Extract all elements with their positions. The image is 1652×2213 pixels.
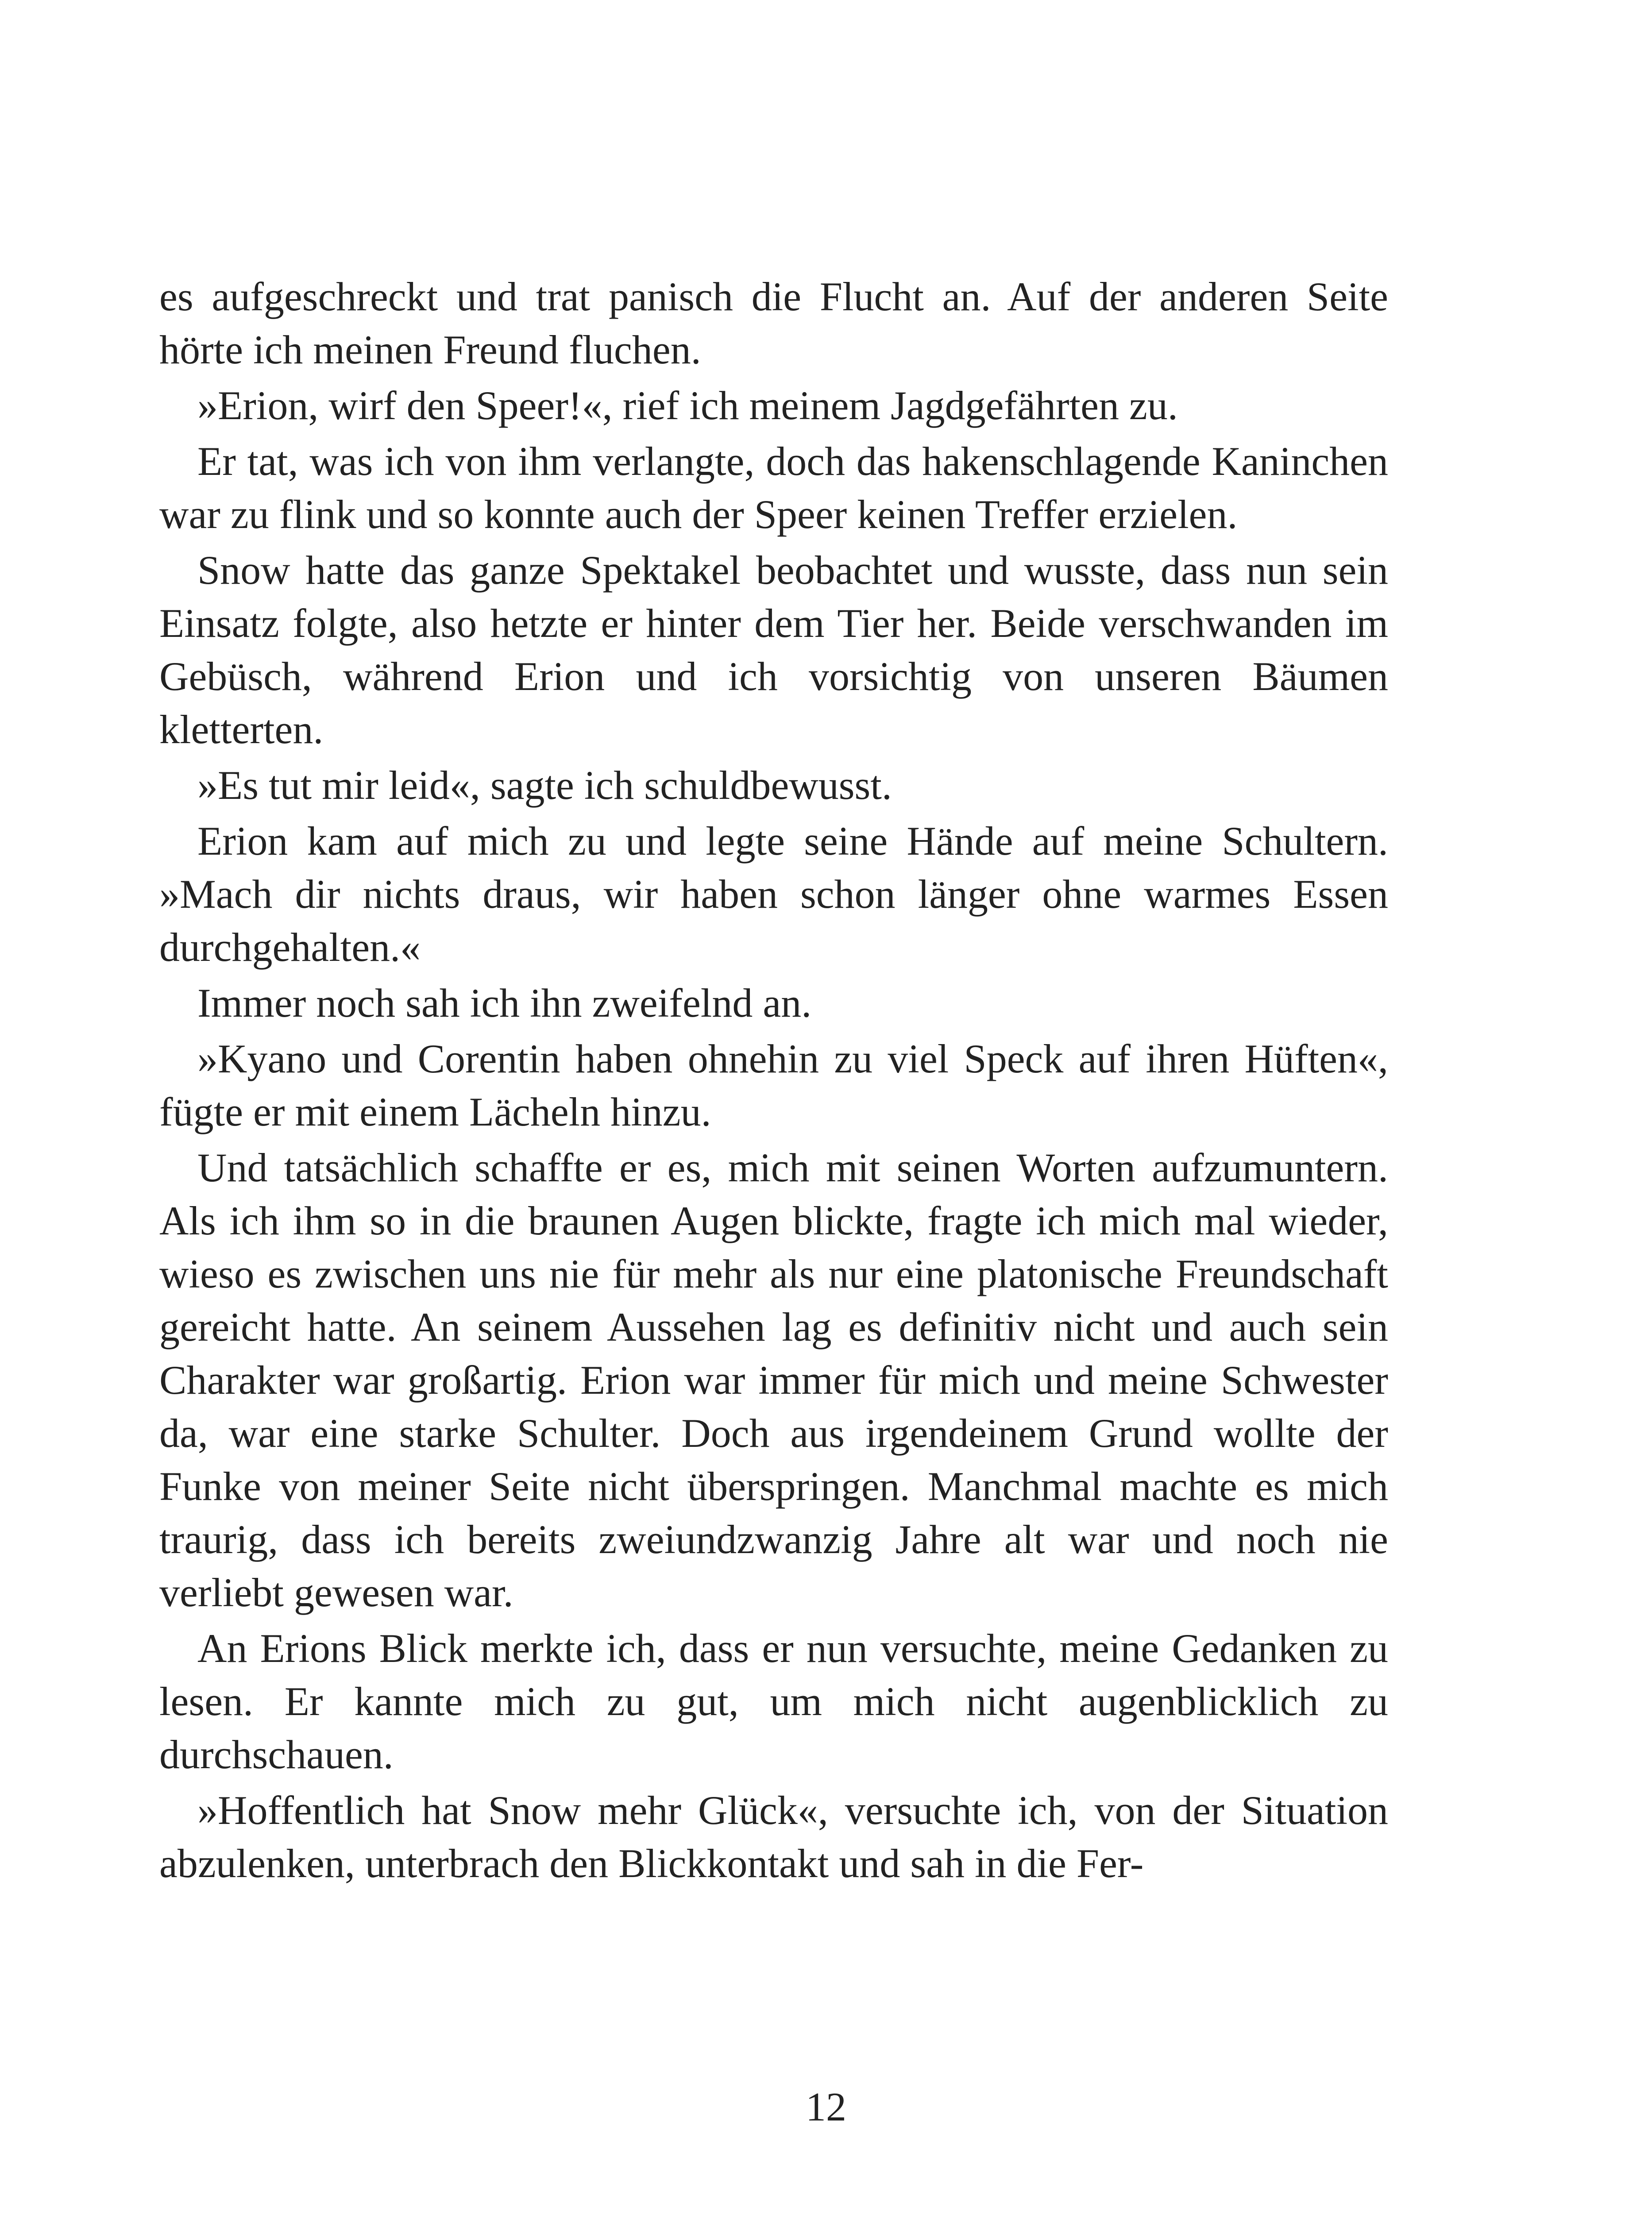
paragraph-1: es aufgeschreckt und trat panisch die Flucht an. Auf der anderen Seite hörte ich meinen Freund fluchen. bbox=[159, 274, 1388, 372]
paragraph-8: »Kyano und Corentin haben ohnehin zu viel Speck auf ihren Hüften«, fügte er mit einem Lächeln hinzu. bbox=[159, 1036, 1388, 1134]
paragraph-9: Und tatsächlich schaffte er es, mich mit seinen Worten aufzumuntern. Als ich ihm so in die braunen Augen blickte, fragte ich mich mal wieder, wieso es zwischen uns nie für mehr als nur eine platonische Freundschaft gereicht hatte. An seinem Aussehen lag es definitiv nicht und auch sein Charakter war großartig. Erion war immer für mich und meine Schwester da, war eine starke Schulter. Doch aus irgendeinem Grund wollte der Funke von meiner Seite nicht überspringen. Manchmal machte es mich traurig, dass ich bereits zweiundzwanzig Jahre alt war und noch nie verliebt gewesen war. bbox=[159, 1145, 1388, 1615]
paragraph-6: Erion kam auf mich zu und legte seine Hände auf meine Schultern. »Mach dir nichts draus, wir haben schon länger ohne warmes Essen durchgehalten.« bbox=[159, 818, 1388, 970]
paragraph-5: »Es tut mir leid«, sagte ich schuldbewusst. bbox=[197, 763, 892, 808]
body-text bbox=[159, 270, 1388, 1893]
page-number: 12 bbox=[806, 2084, 846, 2129]
paragraph-11: »Hoffentlich hat Snow mehr Glück«, versuchte ich, von der Situation abzulenken, unterbrach den Blickkontakt und sah in die Fer- bbox=[159, 1788, 1388, 1886]
paragraph-7: Immer noch sah ich ihn zweifelnd an. bbox=[197, 980, 812, 1026]
paragraph-3: Er tat, was ich von ihm verlangte, doch das hakenschlagende Kaninchen war zu flink und so konnte auch der Speer keinen Treffer erzielen. bbox=[159, 439, 1388, 537]
paragraph-4: Snow hatte das ganze Spektakel beobachtet und wusste, dass nun sein Einsatz folgte, also hetzte er hinter dem Tier her. Beide verschwanden im Gebüsch, während Erion und ich vorsichtig von unseren Bäumen kletterten. bbox=[159, 547, 1388, 752]
paragraph-10: An Erions Blick merkte ich, dass er nun versuchte, meine Gedanken zu lesen. Er kannte mich zu gut, um mich nicht augenblicklich zu durchschauen. bbox=[159, 1626, 1388, 1777]
paragraph-2: »Erion, wirf den Speer!«, rief ich meinem Jagdgefährten zu. bbox=[197, 383, 1178, 428]
